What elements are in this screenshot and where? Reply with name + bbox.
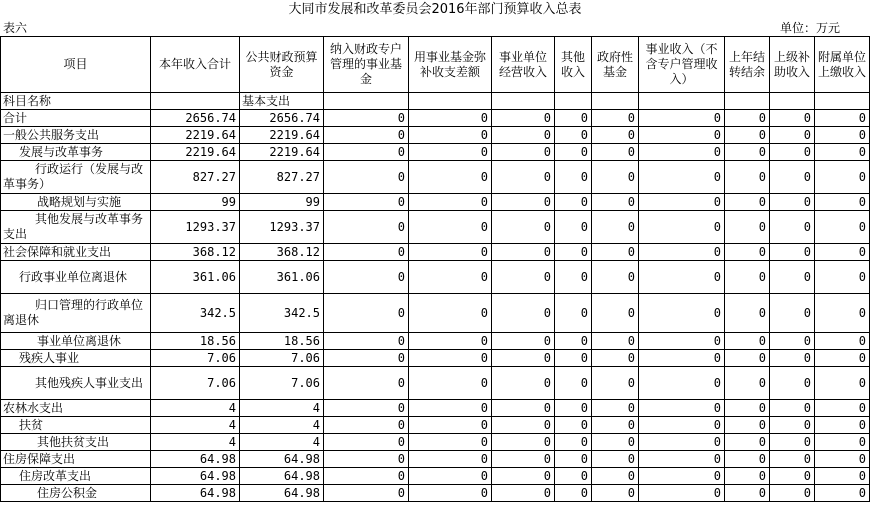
value-cell[interactable]: 0 [492, 294, 555, 333]
value-cell[interactable]: 0 [770, 261, 815, 294]
value-cell[interactable]: 0 [639, 110, 725, 127]
value-cell[interactable]: 0 [492, 485, 555, 502]
value-cell[interactable]: 0 [492, 261, 555, 294]
value-cell[interactable]: 2219.64 [240, 127, 324, 144]
value-cell[interactable]: 0 [492, 194, 555, 211]
value-cell[interactable]: 0 [725, 468, 770, 485]
row-name-cell[interactable]: 归口管理的行政单位离退休 [1, 294, 151, 333]
table-row [1, 244, 870, 261]
value-cell[interactable]: 342.5 [151, 294, 240, 333]
value-cell[interactable]: 0 [815, 468, 870, 485]
row-name-cell[interactable]: 扶贫 [1, 417, 151, 434]
value-cell[interactable]: 2656.74 [151, 110, 240, 127]
value-cell[interactable]: 0 [324, 244, 409, 261]
value-cell[interactable]: 0 [725, 434, 770, 451]
value-cell[interactable]: 0 [815, 110, 870, 127]
value-cell[interactable]: 0 [815, 400, 870, 417]
header-cell[interactable]: 政府性基金 [592, 37, 639, 93]
value-cell[interactable]: 0 [324, 350, 409, 367]
value-cell[interactable]: 0 [592, 417, 639, 434]
value-cell[interactable]: 0 [815, 144, 870, 161]
table-row [1, 400, 870, 417]
value-cell[interactable]: 0 [639, 451, 725, 468]
value-cell[interactable]: 0 [592, 451, 639, 468]
value-cell[interactable]: 64.98 [240, 451, 324, 468]
value-cell[interactable]: 0 [409, 110, 492, 127]
value-cell[interactable]: 0 [592, 468, 639, 485]
row-name-cell[interactable]: 农林水支出 [1, 400, 151, 417]
value-cell[interactable]: 0 [492, 468, 555, 485]
value-cell[interactable]: 0 [725, 350, 770, 367]
table-cell[interactable] [409, 93, 492, 110]
value-cell[interactable]: 0 [639, 161, 725, 194]
value-cell[interactable]: 0 [555, 333, 592, 350]
value-cell[interactable]: 0 [324, 261, 409, 294]
value-cell[interactable]: 0 [639, 261, 725, 294]
value-cell[interactable]: 0 [555, 261, 592, 294]
value-cell[interactable]: 0 [409, 144, 492, 161]
value-cell[interactable]: 0 [770, 333, 815, 350]
value-cell[interactable]: 7.06 [151, 367, 240, 400]
value-cell[interactable]: 0 [770, 144, 815, 161]
value-cell[interactable]: 0 [815, 211, 870, 244]
table-cell[interactable] [639, 93, 725, 110]
table-cell[interactable] [151, 93, 240, 110]
value-cell[interactable]: 0 [409, 417, 492, 434]
value-cell[interactable]: 0 [324, 294, 409, 333]
table-row [1, 294, 870, 333]
value-cell[interactable]: 0 [324, 451, 409, 468]
subheader-row [1, 93, 870, 110]
value-cell[interactable]: 0 [409, 434, 492, 451]
value-cell[interactable]: 64.98 [151, 468, 240, 485]
value-cell[interactable]: 0 [492, 211, 555, 244]
value-cell[interactable]: 0 [639, 468, 725, 485]
value-cell[interactable]: 0 [639, 485, 725, 502]
value-cell[interactable]: 0 [815, 485, 870, 502]
value-cell[interactable]: 0 [639, 434, 725, 451]
table-row [1, 194, 870, 211]
value-cell[interactable]: 0 [725, 417, 770, 434]
value-cell[interactable]: 0 [555, 211, 592, 244]
table-row [1, 144, 870, 161]
value-cell[interactable]: 0 [725, 400, 770, 417]
value-cell[interactable]: 0 [770, 127, 815, 144]
table-cell[interactable] [725, 93, 770, 110]
value-cell[interactable]: 0 [815, 434, 870, 451]
row-name-cell[interactable]: 住房改革支出 [1, 468, 151, 485]
value-cell[interactable]: 0 [639, 294, 725, 333]
value-cell[interactable]: 0 [555, 161, 592, 194]
value-cell[interactable]: 0 [492, 333, 555, 350]
value-cell[interactable]: 0 [592, 350, 639, 367]
value-cell[interactable]: 0 [492, 400, 555, 417]
value-cell[interactable]: 0 [324, 211, 409, 244]
value-cell[interactable]: 0 [639, 417, 725, 434]
budget-table [0, 36, 870, 502]
value-cell[interactable]: 64.98 [240, 485, 324, 502]
value-cell[interactable]: 0 [409, 294, 492, 333]
value-cell[interactable]: 0 [770, 451, 815, 468]
value-cell[interactable]: 0 [492, 417, 555, 434]
value-cell[interactable]: 0 [409, 261, 492, 294]
header-cell[interactable]: 附属单位上缴收入 [815, 37, 870, 93]
table-cell[interactable] [815, 93, 870, 110]
value-cell[interactable]: 0 [492, 144, 555, 161]
header-cell[interactable]: 公共财政预算资金 [240, 37, 324, 93]
table-row [1, 485, 870, 502]
value-cell[interactable]: 0 [555, 350, 592, 367]
value-cell[interactable]: 0 [409, 451, 492, 468]
value-cell[interactable]: 0 [815, 294, 870, 333]
value-cell[interactable]: 0 [815, 261, 870, 294]
value-cell[interactable]: 4 [151, 417, 240, 434]
value-cell[interactable]: 64.98 [151, 451, 240, 468]
value-cell[interactable]: 0 [770, 161, 815, 194]
table-cell[interactable] [592, 93, 639, 110]
value-cell[interactable]: 1293.37 [240, 211, 324, 244]
value-cell[interactable]: 0 [725, 161, 770, 194]
header-cell[interactable]: 上年结转结余 [725, 37, 770, 93]
value-cell[interactable]: 0 [555, 400, 592, 417]
value-cell[interactable]: 0 [592, 434, 639, 451]
value-cell[interactable]: 0 [725, 127, 770, 144]
value-cell[interactable]: 368.12 [151, 244, 240, 261]
value-cell[interactable]: 4 [151, 400, 240, 417]
value-cell[interactable]: 0 [770, 350, 815, 367]
table-cell[interactable] [324, 93, 409, 110]
value-cell[interactable]: 0 [324, 367, 409, 400]
value-cell[interactable]: 0 [725, 485, 770, 502]
value-cell[interactable]: 0 [815, 350, 870, 367]
value-cell[interactable]: 1293.37 [151, 211, 240, 244]
value-cell[interactable]: 0 [770, 211, 815, 244]
table-row [1, 451, 870, 468]
table-row [1, 211, 870, 244]
value-cell[interactable]: 0 [815, 194, 870, 211]
value-cell[interactable]: 0 [592, 400, 639, 417]
value-cell[interactable]: 0 [725, 367, 770, 400]
value-cell[interactable]: 0 [409, 350, 492, 367]
value-cell[interactable]: 99 [240, 194, 324, 211]
value-cell[interactable]: 0 [770, 294, 815, 333]
value-cell[interactable]: 0 [492, 350, 555, 367]
value-cell[interactable]: 0 [770, 400, 815, 417]
value-cell[interactable]: 0 [592, 367, 639, 400]
value-cell[interactable]: 0 [324, 400, 409, 417]
value-cell[interactable]: 0 [492, 161, 555, 194]
table-row [1, 468, 870, 485]
value-cell[interactable]: 827.27 [240, 161, 324, 194]
value-cell[interactable]: 0 [409, 211, 492, 244]
value-cell[interactable]: 0 [639, 194, 725, 211]
value-cell[interactable]: 0 [639, 144, 725, 161]
value-cell[interactable]: 0 [725, 261, 770, 294]
value-cell[interactable]: 0 [592, 194, 639, 211]
value-cell[interactable]: 0 [725, 110, 770, 127]
value-cell[interactable]: 0 [592, 244, 639, 261]
value-cell[interactable]: 0 [639, 367, 725, 400]
value-cell[interactable]: 0 [639, 333, 725, 350]
table-row [1, 434, 870, 451]
table-row [1, 110, 870, 127]
value-cell[interactable]: 0 [592, 333, 639, 350]
value-cell[interactable]: 0 [492, 451, 555, 468]
value-cell[interactable]: 0 [639, 350, 725, 367]
value-cell[interactable]: 0 [592, 211, 639, 244]
value-cell[interactable]: 18.56 [240, 333, 324, 350]
value-cell[interactable]: 0 [815, 367, 870, 400]
value-cell[interactable]: 0 [555, 110, 592, 127]
value-cell[interactable]: 0 [324, 110, 409, 127]
row-name-cell[interactable]: 住房保障支出 [1, 451, 151, 468]
value-cell[interactable]: 4 [151, 434, 240, 451]
value-cell[interactable]: 0 [639, 244, 725, 261]
value-cell[interactable]: 0 [555, 244, 592, 261]
value-cell[interactable]: 64.98 [151, 485, 240, 502]
value-cell[interactable]: 0 [815, 161, 870, 194]
value-cell[interactable]: 0 [639, 211, 725, 244]
row-name-cell[interactable]: 残疾人事业 [1, 350, 151, 367]
subheader-category-cell[interactable]: 科目名称 [1, 93, 151, 110]
header-cell[interactable]: 纳入财政专户管理的事业基金 [324, 37, 409, 93]
value-cell[interactable]: 0 [770, 110, 815, 127]
value-cell[interactable]: 0 [725, 294, 770, 333]
header-cell[interactable]: 事业单位经营收入 [492, 37, 555, 93]
table-cell[interactable] [555, 93, 592, 110]
table-row [1, 333, 870, 350]
value-cell[interactable]: 0 [409, 485, 492, 502]
value-cell[interactable]: 0 [770, 244, 815, 261]
value-cell[interactable]: 0 [555, 434, 592, 451]
value-cell[interactable]: 0 [555, 417, 592, 434]
value-cell[interactable]: 0 [324, 485, 409, 502]
row-name-cell[interactable]: 行政运行（发展与改革事务） [1, 161, 151, 194]
header-cell[interactable]: 上级补助收入 [770, 37, 815, 93]
value-cell[interactable]: 0 [815, 451, 870, 468]
row-name-cell[interactable]: 合计 [1, 110, 151, 127]
value-cell[interactable]: 7.06 [240, 350, 324, 367]
value-cell[interactable]: 0 [492, 367, 555, 400]
row-name-cell[interactable]: 其他发展与改革事务支出 [1, 211, 151, 244]
row-name-cell[interactable]: 事业单位离退休 [1, 333, 151, 350]
value-cell[interactable]: 18.56 [151, 333, 240, 350]
value-cell[interactable]: 0 [770, 367, 815, 400]
value-cell[interactable]: 7.06 [240, 367, 324, 400]
value-cell[interactable]: 361.06 [151, 261, 240, 294]
value-cell[interactable]: 4 [240, 400, 324, 417]
row-name-cell[interactable]: 社会保障和就业支出 [1, 244, 151, 261]
table-row [1, 350, 870, 367]
value-cell[interactable]: 368.12 [240, 244, 324, 261]
value-cell[interactable]: 0 [409, 400, 492, 417]
value-cell[interactable]: 4 [240, 417, 324, 434]
value-cell[interactable]: 0 [409, 367, 492, 400]
value-cell[interactable]: 0 [725, 194, 770, 211]
value-cell[interactable]: 0 [815, 333, 870, 350]
row-name-cell[interactable]: 其他扶贫支出 [1, 434, 151, 451]
row-name-cell[interactable]: 其他残疾人事业支出 [1, 367, 151, 400]
value-cell[interactable]: 0 [555, 485, 592, 502]
value-cell[interactable]: 0 [324, 144, 409, 161]
value-cell[interactable]: 0 [592, 127, 639, 144]
value-cell[interactable]: 0 [409, 333, 492, 350]
value-cell[interactable]: 0 [639, 400, 725, 417]
value-cell[interactable]: 0 [492, 127, 555, 144]
row-name-cell[interactable]: 住房公积金 [1, 485, 151, 502]
value-cell[interactable]: 0 [725, 144, 770, 161]
value-cell[interactable]: 0 [555, 144, 592, 161]
value-cell[interactable]: 64.98 [240, 468, 324, 485]
value-cell[interactable]: 4 [240, 434, 324, 451]
table-cell[interactable] [492, 93, 555, 110]
table-label: 表六 [3, 21, 28, 35]
value-cell[interactable]: 0 [492, 434, 555, 451]
value-cell[interactable]: 361.06 [240, 261, 324, 294]
value-cell[interactable]: 0 [555, 468, 592, 485]
header-cell[interactable]: 用事业基金弥补收支差额 [409, 37, 492, 93]
header-cell[interactable]: 事业收入（不含专户管理收入） [639, 37, 725, 93]
value-cell[interactable]: 2219.64 [151, 144, 240, 161]
header-row [1, 37, 870, 93]
subheader-basic-cell[interactable]: 基本支出 [240, 93, 324, 110]
row-name-cell[interactable]: 战略规划与实施 [1, 194, 151, 211]
value-cell[interactable]: 0 [555, 194, 592, 211]
value-cell[interactable]: 0 [815, 244, 870, 261]
value-cell[interactable]: 2656.74 [240, 110, 324, 127]
value-cell[interactable]: 7.06 [151, 350, 240, 367]
value-cell[interactable]: 0 [324, 434, 409, 451]
page-title: 大同市发展和改革委员会2016年部门预算收入总表 [288, 2, 582, 17]
value-cell[interactable]: 0 [555, 127, 592, 144]
value-cell[interactable]: 0 [725, 211, 770, 244]
value-cell[interactable]: 0 [324, 468, 409, 485]
value-cell[interactable]: 0 [770, 485, 815, 502]
value-cell[interactable]: 0 [725, 451, 770, 468]
value-cell[interactable]: 0 [725, 244, 770, 261]
value-cell[interactable]: 0 [555, 294, 592, 333]
table-row [1, 161, 870, 194]
unit-label: 单位：万元 [779, 21, 840, 35]
value-cell[interactable]: 0 [409, 127, 492, 144]
value-cell[interactable]: 0 [492, 244, 555, 261]
value-cell[interactable]: 2219.64 [240, 144, 324, 161]
value-cell[interactable]: 827.27 [151, 161, 240, 194]
value-cell[interactable]: 0 [324, 417, 409, 434]
value-cell[interactable]: 2219.64 [151, 127, 240, 144]
table-row [1, 261, 870, 294]
value-cell[interactable]: 342.5 [240, 294, 324, 333]
value-cell[interactable]: 0 [324, 127, 409, 144]
value-cell[interactable]: 0 [409, 468, 492, 485]
header-cell[interactable]: 项目 [1, 37, 151, 93]
value-cell[interactable]: 0 [725, 333, 770, 350]
value-cell[interactable]: 0 [592, 294, 639, 333]
value-cell[interactable]: 0 [815, 127, 870, 144]
value-cell[interactable]: 0 [409, 244, 492, 261]
value-cell[interactable]: 0 [639, 127, 725, 144]
value-cell[interactable]: 0 [770, 417, 815, 434]
value-cell[interactable]: 0 [409, 194, 492, 211]
row-name-cell[interactable]: 行政事业单位离退休 [1, 261, 151, 294]
value-cell[interactable]: 0 [555, 451, 592, 468]
table-cell[interactable] [770, 93, 815, 110]
value-cell[interactable]: 0 [409, 161, 492, 194]
value-cell[interactable]: 0 [592, 110, 639, 127]
value-cell[interactable]: 0 [770, 468, 815, 485]
row-name-cell[interactable]: 一般公共服务支出 [1, 127, 151, 144]
value-cell[interactable]: 0 [592, 261, 639, 294]
table-row [1, 417, 870, 434]
value-cell[interactable]: 0 [324, 161, 409, 194]
value-cell[interactable]: 0 [324, 333, 409, 350]
header-cell[interactable]: 其他收入 [555, 37, 592, 93]
value-cell[interactable]: 0 [492, 110, 555, 127]
value-cell[interactable]: 0 [592, 485, 639, 502]
header-cell[interactable]: 本年收入合计 [151, 37, 240, 93]
value-cell[interactable]: 0 [770, 434, 815, 451]
value-cell[interactable]: 0 [324, 194, 409, 211]
table-row [1, 367, 870, 400]
value-cell[interactable]: 0 [770, 194, 815, 211]
value-cell[interactable]: 0 [555, 367, 592, 400]
value-cell[interactable]: 99 [151, 194, 240, 211]
table-row [1, 127, 870, 144]
value-cell[interactable]: 0 [592, 144, 639, 161]
value-cell[interactable]: 0 [592, 161, 639, 194]
row-name-cell[interactable]: 发展与改革事务 [1, 144, 151, 161]
value-cell[interactable]: 0 [815, 417, 870, 434]
